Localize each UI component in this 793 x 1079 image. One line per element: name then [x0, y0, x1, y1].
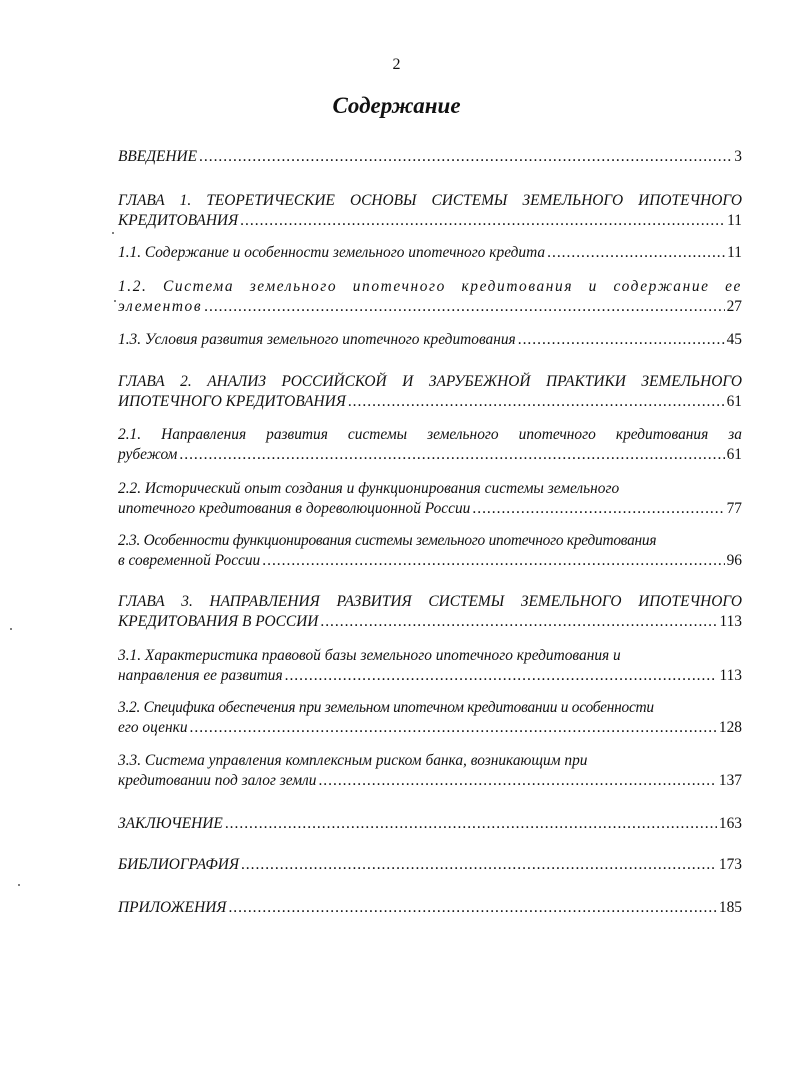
toc-entry-section-2-3[interactable]	[118, 531, 742, 571]
dot-leader	[179, 445, 724, 465]
scan-artifact	[114, 300, 116, 302]
dot-leader	[472, 499, 724, 519]
toc-entry-appendices[interactable]	[118, 898, 742, 918]
toc-entry-section-1-1[interactable]	[118, 243, 742, 263]
dot-leader	[320, 612, 717, 632]
toc-entry-section-3-3[interactable]	[118, 751, 742, 791]
toc-page-ref: 77	[726, 500, 742, 517]
toc-entry-text: элементов	[118, 298, 203, 315]
toc-entry-introduction[interactable]	[118, 147, 742, 167]
scan-artifact	[10, 628, 12, 630]
dot-leader	[318, 771, 716, 791]
dot-leader	[241, 855, 717, 875]
toc-page-ref: 163	[718, 815, 742, 832]
page-title: Содержание	[332, 93, 461, 118]
toc-entry-text: 2.3. Особенности функционирования системы земельного ипотечного кредитования	[118, 532, 657, 549]
dot-leader	[262, 551, 724, 571]
dot-leader	[240, 211, 725, 231]
toc-page-ref: 113	[719, 613, 742, 630]
toc-entry-chapter-1[interactable]	[118, 191, 742, 231]
dot-leader	[518, 330, 725, 350]
toc-entry-text: 2.1. Направления развития системы земельного ипотечного кредитования за	[118, 426, 742, 443]
toc-entry-section-2-1[interactable]	[118, 425, 742, 465]
toc-entry-text: его оценки	[118, 719, 188, 736]
toc-page-ref: 137	[718, 772, 742, 789]
toc-entry-text: в современной России	[118, 552, 261, 569]
toc-entry-text: ипотечного кредитования в дореволюционной России	[118, 500, 471, 517]
toc-entry-text: кредитовании под залог земли	[118, 772, 317, 789]
toc-entry-chapter-2[interactable]	[118, 372, 742, 412]
toc-entry-text: 2.2. Исторический опыт создания и функционирования системы земельного	[118, 480, 620, 497]
toc-page-ref: 11	[727, 212, 742, 229]
toc-entry-text: направления ее развития	[118, 667, 283, 684]
toc-entry-text: КРЕДИТОВАНИЯ В РОССИИ	[118, 613, 319, 630]
toc-page-ref: 173	[718, 856, 742, 873]
toc-entry-text: 1.3. Условия развития земельного ипотечного кредитования	[118, 331, 516, 348]
toc-entry-text: КРЕДИТОВАНИЯ	[118, 212, 239, 229]
toc-entry-text: ГЛАВА 3. НАПРАВЛЕНИЯ РАЗВИТИЯ СИСТЕМЫ ЗЕМЕЛЬНОГО ИПОТЕЧНОГО	[118, 593, 742, 610]
dot-leader	[547, 243, 725, 263]
scan-artifact	[18, 884, 20, 886]
toc-entry-text: 3.2. Специфика обеспечения при земельном ипотечном кредитовании и особенности	[118, 699, 654, 716]
page-number: 2	[392, 56, 401, 73]
toc-entry-conclusion[interactable]	[118, 814, 742, 834]
toc-entry-section-3-2[interactable]	[118, 698, 742, 738]
toc-entry-text: ГЛАВА 2. АНАЛИЗ РОССИЙСКОЙ И ЗАРУБЕЖНОЙ ПРАКТИКИ ЗЕМЕЛЬНОГО	[118, 373, 742, 390]
toc-entry-text: 1.2. Система земельного ипотечного кредитования и содержание ее	[118, 278, 742, 295]
toc-page-ref: 27	[726, 298, 742, 315]
toc-entry-text: ВВЕДЕНИЕ	[118, 148, 198, 165]
toc-page-ref: 128	[718, 719, 742, 736]
toc-entry-chapter-3[interactable]	[118, 592, 742, 632]
toc-entry-section-2-2[interactable]	[118, 479, 742, 519]
toc-entry-text: ГЛАВА 1. ТЕОРЕТИЧЕСКИЕ ОСНОВЫ СИСТЕМЫ ЗЕМЕЛЬНОГО ИПОТЕЧНОГО	[118, 192, 742, 209]
toc-page-ref: 185	[718, 899, 742, 916]
toc-page-ref: 61	[726, 446, 742, 463]
toc-page-ref: 96	[726, 552, 742, 569]
toc-page-ref: 3	[734, 148, 742, 165]
toc-page-ref: 113	[719, 667, 742, 684]
scan-artifact	[112, 232, 114, 234]
toc-entry-text: ЗАКЛЮЧЕНИЕ	[118, 815, 223, 832]
toc-page-ref: 61	[726, 393, 742, 410]
dot-leader	[199, 147, 732, 167]
dot-leader	[285, 666, 718, 686]
toc-entry-text: рубежом	[118, 446, 178, 463]
toc-entry-bibliography[interactable]	[118, 855, 742, 875]
toc-entry-text: 3.3. Система управления комплексным риском банка, возникающим при	[118, 752, 588, 769]
dot-leader	[348, 392, 725, 412]
toc-entry-text: БИБЛИОГРАФИЯ	[118, 856, 239, 873]
toc-entry-section-1-2[interactable]	[118, 277, 742, 317]
toc-entry-text: ИПОТЕЧНОГО КРЕДИТОВАНИЯ	[118, 393, 346, 410]
toc-entry-text: 1.1. Содержание и особенности земельного ипотечного кредита	[118, 244, 546, 261]
dot-leader	[190, 718, 717, 738]
dot-leader	[204, 297, 724, 317]
toc-page-ref: 45	[726, 331, 742, 348]
toc-entry-text: 3.1. Характеристика правовой базы земельного ипотечного кредитования и	[118, 647, 621, 664]
dot-leader	[228, 898, 716, 918]
toc-entry-text: ПРИЛОЖЕНИЯ	[118, 899, 227, 916]
toc-page-ref: 11	[727, 244, 742, 261]
dot-leader	[225, 814, 717, 834]
toc-entry-section-1-3[interactable]	[118, 330, 742, 350]
toc-entry-section-3-1[interactable]	[118, 646, 742, 686]
